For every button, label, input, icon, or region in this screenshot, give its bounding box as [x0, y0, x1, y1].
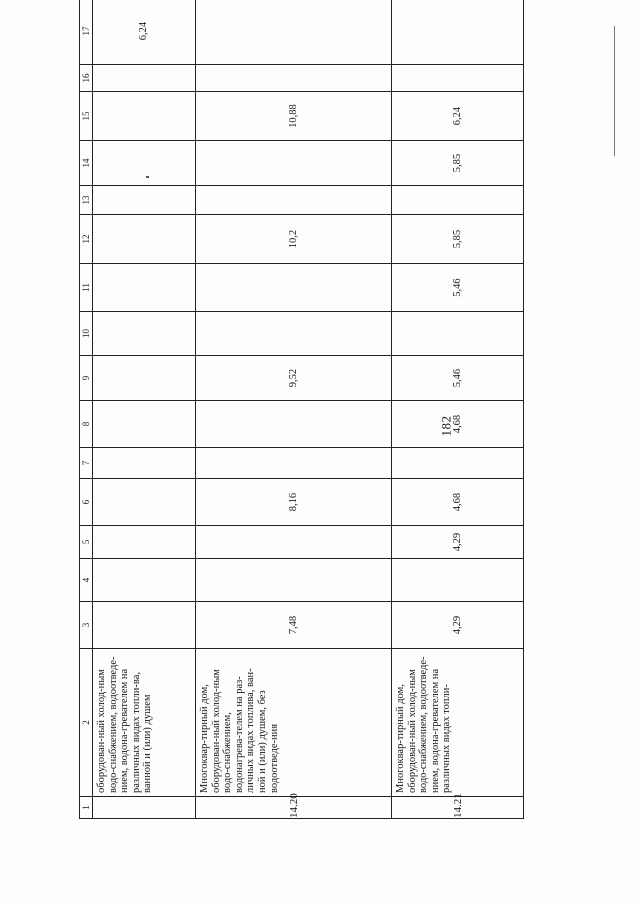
value-cell	[392, 0, 524, 65]
header-cell: 5	[80, 526, 93, 559]
tariff-table	[79, 0, 524, 819]
value-cell	[196, 65, 392, 92]
header-cell: 2	[80, 649, 93, 797]
value-cell: 5,46	[392, 264, 524, 312]
value-cell: 5,85	[392, 141, 524, 186]
value-cell: 9,52	[196, 356, 392, 401]
value-cell	[196, 559, 392, 602]
value-cell	[196, 312, 392, 356]
value-cell	[93, 186, 196, 215]
value-cell	[93, 526, 196, 559]
value-cell	[392, 186, 524, 215]
table-row	[392, 0, 524, 819]
value-cell: 10,88	[196, 92, 392, 141]
value-cell	[196, 141, 392, 186]
value-cell: 4,68	[392, 401, 524, 448]
value-cell	[93, 448, 196, 479]
value-cell	[93, 141, 196, 186]
header-row	[80, 0, 93, 819]
row-description-cell: Многоквар-тирный дом, оборудован-ный холод-ным водо-снабжением, водонагрева-телем на раз-личных видах топлива, ван-ной и (или) душем, без водоотведе-ния	[196, 649, 392, 797]
row-number-cell	[93, 797, 196, 819]
value-cell	[196, 0, 392, 65]
header-cell: 8	[80, 401, 93, 448]
value-cell	[93, 559, 196, 602]
value-cell	[196, 526, 392, 559]
value-cell	[392, 312, 524, 356]
row-description-cell: оборудован-ный холод-ным водо-снабжением, водоотведе-нием, водона-гревателем на различных видах топли-ва, ванной и (или) душем	[93, 649, 196, 797]
value-cell: 7,48	[196, 602, 392, 649]
scan-edge-mark	[614, 26, 615, 156]
row-description-cell: Многоквар-тирный дом, оборудован-ный холод-ным водо-снабжением, водоотведе-нием, водона-гревателем на различных видах топли-	[392, 649, 524, 797]
row-number-cell: 14.20	[196, 797, 392, 819]
header-cell: 15	[80, 92, 93, 141]
table-row	[93, 0, 196, 819]
header-cell: 14	[80, 141, 93, 186]
value-cell: 10,2	[196, 215, 392, 264]
value-cell	[93, 312, 196, 356]
header-cell: 3	[80, 602, 93, 649]
value-cell	[93, 479, 196, 526]
header-cell: 17	[80, 0, 93, 65]
value-cell: 4,29	[392, 602, 524, 649]
value-cell: 5,85	[392, 215, 524, 264]
value-cell	[93, 356, 196, 401]
value-cell	[93, 401, 196, 448]
value-cell	[93, 92, 196, 141]
value-cell	[93, 215, 196, 264]
value-cell	[196, 448, 392, 479]
value-cell: 6,24	[93, 0, 196, 65]
value-cell	[196, 264, 392, 312]
value-cell	[392, 559, 524, 602]
value-cell	[93, 264, 196, 312]
header-cell: 7	[80, 448, 93, 479]
header-cell: 11	[80, 264, 93, 312]
header-cell: 12	[80, 215, 93, 264]
header-cell: 9	[80, 356, 93, 401]
header-cell: 1	[80, 797, 93, 819]
row-number-cell: 14.21	[392, 797, 524, 819]
value-cell	[196, 401, 392, 448]
value-cell: 6,24	[392, 92, 524, 141]
page-number: 182	[438, 415, 454, 437]
header-cell: 6	[80, 479, 93, 526]
value-cell	[392, 448, 524, 479]
value-cell	[392, 65, 524, 92]
value-cell: 5,46	[392, 356, 524, 401]
value-cell: 4,68	[392, 479, 524, 526]
value-cell: 8,16	[196, 479, 392, 526]
header-cell: 4	[80, 559, 93, 602]
tariff-table-frame	[79, 21, 522, 819]
value-cell: 4,29	[392, 526, 524, 559]
header-cell: 16	[80, 65, 93, 92]
tariff-table-rotated	[79, 21, 522, 819]
value-cell	[93, 602, 196, 649]
header-cell: 10	[80, 312, 93, 356]
table-row	[196, 0, 392, 819]
value-cell	[196, 186, 392, 215]
value-cell	[93, 65, 196, 92]
header-cell: 13	[80, 186, 93, 215]
